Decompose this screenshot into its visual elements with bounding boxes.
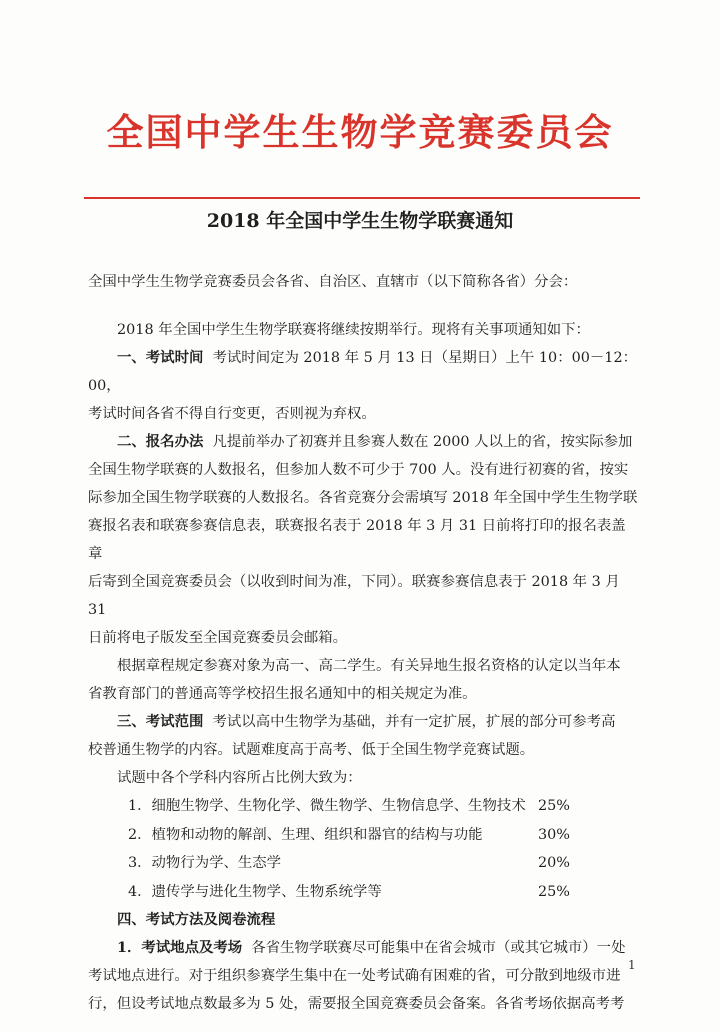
subject-row <box>88 821 640 850</box>
subject-text: 4．遗传学与进化生物学、生物系统学等 <box>128 883 382 900</box>
subject-percent: 25% <box>538 883 570 900</box>
exam-time-continuation: 考试时间各省不得自行变更，否则视为弃权。 <box>88 406 376 422</box>
registration-heading: 二、报名办法 <box>117 433 204 450</box>
subject-row <box>88 849 640 878</box>
method-heading: 四、考试方法及阅卷流程 <box>117 911 276 928</box>
registration-line: 际参加全国生物学联赛的人数报名。各省竞赛分会需填写 2018 年全国中学生生物学联 <box>88 490 638 506</box>
eligibility-paragraph: 根据章程规定参赛对象为高一、高二学生。有关异地生报名资格的认定以当年本 <box>117 658 621 674</box>
method-text: 各省生物学联赛尽可能集中在省会城市（或其它城市）一处 <box>251 940 626 956</box>
proportion-intro: 试题中各个学科内容所占比例大致为： <box>117 770 362 786</box>
subject-row <box>88 878 640 907</box>
registration-paragraph <box>88 428 640 456</box>
registration-line: 全国生物学联赛的人数报名，但参加人数不可少于 700 人。没有进行初赛的省，按实 <box>88 462 629 478</box>
method-sub-heading: 1．考试地点及考场 <box>117 939 243 956</box>
scope-text: 考试以高中生物学为基础，并有一定扩展，扩展的部分可参考高 <box>212 714 616 730</box>
registration-line: 日前将电子版发至全国竞赛委员会邮箱。 <box>88 630 348 646</box>
document-body <box>88 268 640 1018</box>
header-rule <box>84 197 640 199</box>
scope-paragraph <box>88 708 640 736</box>
subject-percent: 20% <box>538 855 570 871</box>
intro-paragraph: 2018 年全国中学生生物学联赛将继续按期举行。现将有关事项通知如下： <box>117 322 590 338</box>
scope-line: 校普通生物学的内容。试题难度高于高考、低于全国生物学竞赛试题。 <box>88 742 535 758</box>
doc-title: 2018 年全国中学生生物学联赛通知 <box>206 210 514 232</box>
subject-percent: 25% <box>538 798 570 814</box>
registration-line: 赛报名表和联赛参赛信息表，联赛报名表于 2018 年 3 月 31 日前将打印的报名表盖章 <box>88 518 626 562</box>
page-number: 1 <box>628 958 636 972</box>
salutation: 全国中学生生物学竞赛委员会各省、自治区、直辖市（以下简称各省）分会： <box>88 274 578 290</box>
method-paragraph <box>88 934 640 962</box>
method-line: 行，但设考试地点数最多为 5 处，需要报全国竞赛委员会备案。各省考场依据高考考 <box>88 996 625 1012</box>
subject-text: 3．动物行为学、生态学 <box>128 855 282 871</box>
registration-line: 后寄到全国竞赛委员会（以收到时间为准，下同）。联赛参赛信息表于 2018 年 3 月 31 <box>88 574 620 618</box>
subject-text: 2．植物和动物的解剖、生理、组织和器官的结构与功能 <box>128 826 483 843</box>
exam-time-paragraph <box>88 344 640 400</box>
subject-text: 1．细胞生物学、生物化学、微生物学、生物信息学、生物技术 <box>128 798 526 814</box>
exam-time-text: 考试时间定为 2018 年 5 月 13 日（星期日）上午 10：00－12：00， <box>88 350 637 394</box>
org-name: 全国中学生生物学竞赛委员会 <box>106 110 614 154</box>
exam-time-heading: 一、考试时间 <box>117 349 204 366</box>
registration-text: 凡提前举办了初赛并且参赛人数在 2000 人以上的省，按实际参加 <box>212 434 633 450</box>
scope-heading: 三、考试范围 <box>117 713 204 730</box>
eligibility-line: 省教育部门的普通高等学校招生报名通知中的相关规定为准。 <box>88 686 477 702</box>
subject-percent: 30% <box>538 826 570 843</box>
method-line: 考试地点进行。对于组织参赛学生集中在一处考试确有困难的省，可分散到地级市进 <box>88 968 621 984</box>
subject-row <box>88 792 640 821</box>
